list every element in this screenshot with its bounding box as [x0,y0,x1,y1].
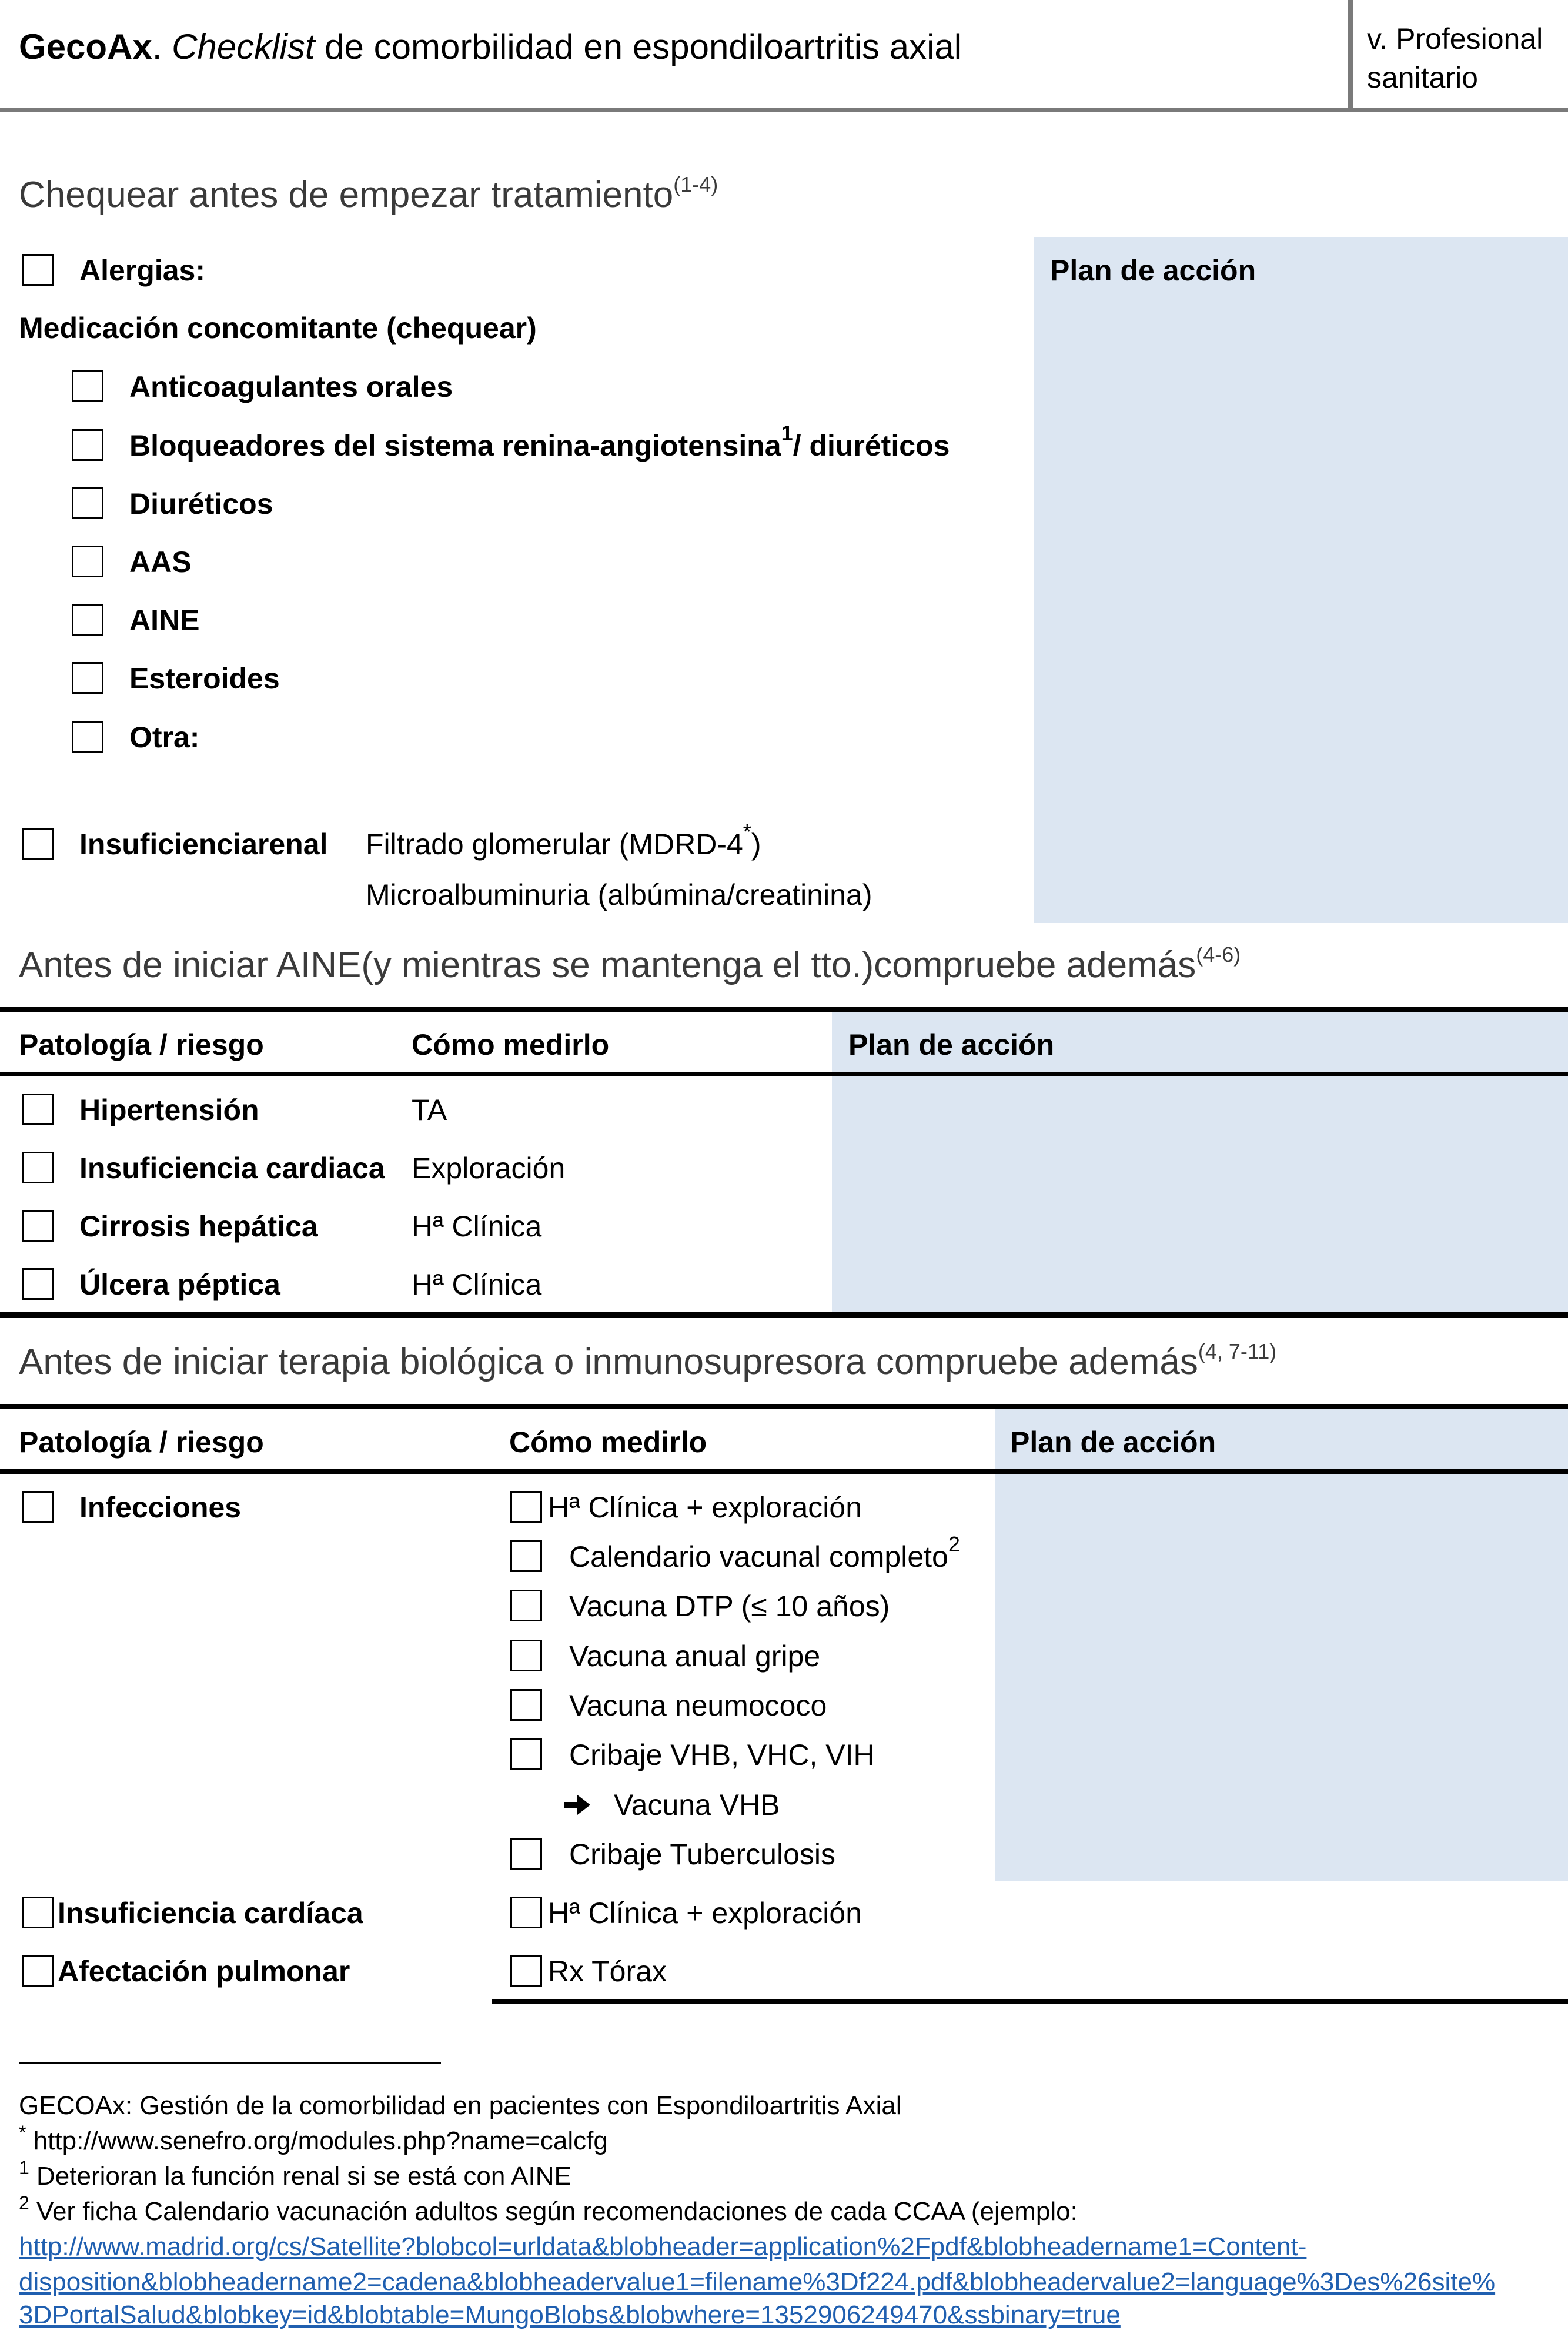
infecciones-label: Infecciones [79,1491,242,1524]
pulmonar-label: Afectación pulmonar [58,1955,350,1988]
title-rest: de comorbilidad en espondiloartritis axial [315,27,962,66]
footnote-link-line-3[interactable]: 3DPortalSalud&blobkey=id&blobtable=MungoBlobs&blobwhere=1352906249470&ssbinary=true [19,2300,1121,2329]
footnote-gecoax: GECOAx: Gestión de la comorbilidad en pacientes con Espondiloartritis Axial [19,2091,902,2120]
footnote-star: * http://www.senefro.org/modules.php?name=calcfg [19,2122,608,2155]
version-line-2: sanitario [1367,61,1478,94]
section3-header-rule [0,1469,1568,1474]
section2-top-rule [0,1007,1568,1012]
pulmonar-checkbox[interactable] [22,1955,54,1987]
section3-top-rule [0,1404,1568,1409]
infection-item-calendario: Calendario vacunal completo$^2$ [569,1532,960,1573]
infection-checkbox-neumococo[interactable] [510,1689,542,1721]
cardiaca-measure-checkbox[interactable] [510,1897,542,1928]
section3-col-risk: Patología / riesgo [19,1426,264,1459]
brand-name: GecoAx [19,27,152,66]
med-label-aine: AINE [129,604,200,637]
infection-checkbox-gripe[interactable] [510,1640,542,1671]
section3-bottom-rule [492,1999,1568,2004]
section2-col-plan: Plan de acción [848,1028,1055,1061]
med-checkbox-diureticos[interactable] [72,487,103,519]
infection-item-gripe: Vacuna anual gripe [569,1640,821,1673]
section3-col-measure: Cómo medirlo [509,1426,707,1459]
title-italic: Checklist [172,27,315,66]
infection-item-neumococo: Vacuna neumococo [569,1689,827,1722]
infection-checkbox-dtp[interactable] [510,1590,542,1621]
section2-risk-ulcera: Úlcera péptica [79,1268,280,1301]
med-checkbox-aine[interactable] [72,604,103,636]
infection-checkbox-historia[interactable] [510,1491,542,1523]
med-checkbox-aas[interactable] [72,546,103,577]
section2-risk-cirrosis: Cirrosis hepática [79,1210,318,1243]
infection-checkbox-calendario[interactable] [510,1540,542,1572]
section3-heading: Antes de iniciar terapia biológica o inmunosupresora compruebe además$^{(4, 7-11)}$ [19,1339,1277,1382]
med-checkbox-otra[interactable] [72,721,103,753]
section2-col-measure: Cómo medirlo [412,1028,610,1061]
infection-checkbox-tuberculosis[interactable] [510,1838,542,1870]
section2-col-risk: Patología / riesgo [19,1028,264,1061]
renal-checkbox[interactable] [22,828,54,860]
medicacion-heading: Medicación concomitante (chequear) [19,312,537,345]
footnote-link-line-1[interactable]: http://www.madrid.org/cs/Satellite?blobcol=urldata&blobheader=application%2Fpdf&blobheadername1=Content- [19,2232,1307,2261]
footnote-separator [19,2062,441,2064]
cardiaca-measure: Hª Clínica + exploración [548,1897,862,1930]
infecciones-checkbox[interactable] [22,1491,54,1523]
pulmonar-measure-checkbox[interactable] [510,1955,542,1987]
document-title: GecoAx. Checklist de comorbilidad en espondiloartritis axial [19,27,962,66]
infection-item-historia: Hª Clínica + exploración [548,1491,862,1524]
section2-checkbox-ulcera[interactable] [22,1268,54,1300]
section3-plan-area[interactable] [995,1474,1568,1881]
renal-measure-microalbuminuria: Microalbuminuria (albúmina/creatinina) [366,878,872,911]
section2-measure-cirrosis: Hª Clínica [412,1210,542,1243]
section2-risk-insuficiencia: Insuficiencia cardiaca [79,1152,385,1185]
section2-checkbox-hipertension[interactable] [22,1094,54,1125]
footnote-2: $^2$ Ver ficha Calendario vacunación adultos según recomendaciones de cada CCAA (ejemplo: [19,2192,1078,2226]
section2-measure-ulcera: Hª Clínica [412,1268,542,1301]
infection-item-vacuna-vhb: Vacuna VHB [614,1788,780,1821]
section1-heading: Chequear antes de empezar tratamiento$^{(1-4)}$ [19,172,718,215]
section2-measure-hipertension: TA [412,1094,447,1126]
infection-item-tuberculosis: Cribaje Tuberculosis [569,1838,835,1871]
section2-bottom-rule [0,1312,1568,1318]
version-line-1: v. Profesional [1367,22,1543,55]
arrow-right-icon [563,1793,591,1817]
alergias-label: Alergias: [79,254,205,287]
section2-measure-insuficiencia: Exploración [412,1152,566,1185]
med-label-anticoagulantes: Anticoagulantes orales [129,370,453,403]
med-checkbox-anticoagulantes[interactable] [72,370,103,402]
section1-plan-label: Plan de acción [1050,254,1256,287]
med-label-aas: AAS [129,546,192,579]
section2-checkbox-cirrosis[interactable] [22,1210,54,1242]
renal-label: Insuficienciarenal [79,828,328,861]
infection-item-cribaje-vhb: Cribaje VHB, VHC, VIH [569,1738,875,1771]
med-label-otra: Otra: [129,721,200,754]
med-checkbox-bloqueadores[interactable] [72,429,103,461]
section2-checkbox-insuficiencia[interactable] [22,1152,54,1183]
med-label-diureticos: Diuréticos [129,487,273,520]
section2-heading: Antes de iniciar AINE(y mientras se mantenga el tto.)compruebe además$^{(4-6)}$ [19,942,1241,985]
section1-plan-area[interactable] [1034,237,1568,923]
cardiaca-checkbox[interactable] [22,1897,54,1928]
med-label-bloqueadores: Bloqueadores del sistema renina-angiotensina$^1$/ diuréticos [129,421,950,462]
footnote-1: $^1$ Deterioran la función renal si se está con AINE [19,2157,571,2191]
alergias-checkbox[interactable] [22,254,54,286]
section2-risk-hipertension: Hipertensión [79,1094,259,1126]
header-divider-vertical [1348,0,1353,112]
med-label-esteroides: Esteroides [129,662,280,695]
infection-checkbox-cribaje-vhb[interactable] [510,1738,542,1770]
header-rule [0,108,1568,112]
section2-header-rule [0,1072,1568,1076]
section3-col-plan: Plan de acción [1010,1426,1216,1459]
med-checkbox-esteroides[interactable] [72,662,103,694]
renal-measure-filtrado: Filtrado glomerular (MDRD-4*) [366,820,761,861]
section2-plan-area[interactable] [832,1076,1568,1312]
footnote-link-line-2[interactable]: disposition&blobheadername2=cadena&blobheadervalue1=filename%3Df224.pdf&blobheadervalue2=language%3Des%26site% [19,2268,1496,2296]
pulmonar-measure: Rx Tórax [548,1955,667,1988]
infection-item-dtp: Vacuna DTP (≤ 10 años) [569,1590,890,1623]
cardiaca-label: Insuficiencia cardíaca [58,1897,363,1930]
